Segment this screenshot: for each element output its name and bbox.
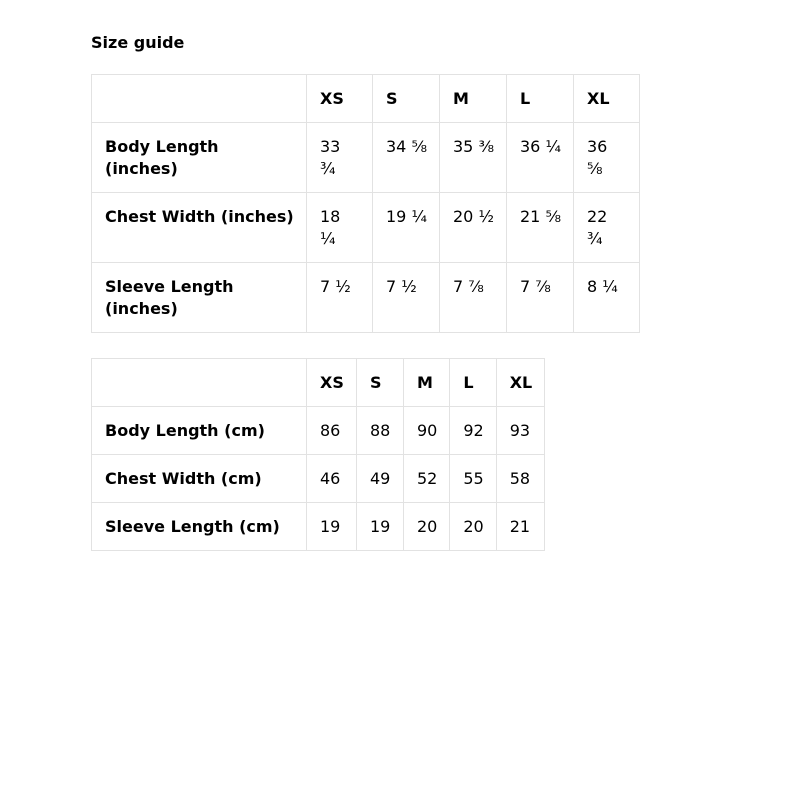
size-guide-page	[91, 33, 640, 551]
table-cell: 52	[404, 455, 450, 503]
table-cell: 93	[496, 407, 545, 455]
table-cell: 7 ⅞	[440, 263, 507, 333]
table-cell: 19	[357, 503, 404, 551]
table-row	[92, 123, 640, 193]
table-header-row	[92, 359, 545, 407]
table-cell: 88	[357, 407, 404, 455]
header-cell-m: M	[440, 75, 507, 123]
table-cell: 7 ⅞	[507, 263, 574, 333]
table-cell: 36 ¼	[507, 123, 574, 193]
table-cell: 33 ¾	[307, 123, 373, 193]
header-cell-empty	[92, 75, 307, 123]
row-label: Chest Width (cm)	[92, 455, 307, 503]
table-cell: 92	[450, 407, 496, 455]
table-cell: 22 ¾	[574, 193, 640, 263]
table-cell: 21 ⅝	[507, 193, 574, 263]
size-table-cm	[91, 358, 545, 551]
table-row	[92, 455, 545, 503]
row-label: Body Length (inches)	[92, 123, 307, 193]
header-cell-xl: XL	[574, 75, 640, 123]
table-cell: 19	[307, 503, 357, 551]
table-cell: 34 ⅝	[373, 123, 440, 193]
table-cell: 18 ¼	[307, 193, 373, 263]
table-cell: 46	[307, 455, 357, 503]
table-cell: 7 ½	[307, 263, 373, 333]
table-cell: 20 ½	[440, 193, 507, 263]
header-cell-l: L	[450, 359, 496, 407]
table-cell: 20	[450, 503, 496, 551]
table-row	[92, 263, 640, 333]
row-label: Sleeve Length (cm)	[92, 503, 307, 551]
table-cell: 19 ¼	[373, 193, 440, 263]
table-cell: 90	[404, 407, 450, 455]
table-cell: 36 ⅝	[574, 123, 640, 193]
table-row	[92, 407, 545, 455]
header-cell-xl: XL	[496, 359, 545, 407]
header-cell-m: M	[404, 359, 450, 407]
table-cell: 35 ⅜	[440, 123, 507, 193]
table-cell: 7 ½	[373, 263, 440, 333]
table-cell: 21	[496, 503, 545, 551]
table-cell: 55	[450, 455, 496, 503]
row-label: Body Length (cm)	[92, 407, 307, 455]
table-header-row	[92, 75, 640, 123]
header-cell-s: S	[373, 75, 440, 123]
table-cell: 86	[307, 407, 357, 455]
header-cell-xs: XS	[307, 75, 373, 123]
table-cell: 8 ¼	[574, 263, 640, 333]
row-label: Chest Width (inches)	[92, 193, 307, 263]
header-cell-s: S	[357, 359, 404, 407]
header-cell-xs: XS	[307, 359, 357, 407]
header-cell-empty	[92, 359, 307, 407]
table-cell: 49	[357, 455, 404, 503]
table-row	[92, 193, 640, 263]
header-cell-l: L	[507, 75, 574, 123]
table-cell: 20	[404, 503, 450, 551]
table-row	[92, 503, 545, 551]
table-cell: 58	[496, 455, 545, 503]
page-title: Size guide	[91, 33, 185, 52]
row-label: Sleeve Length (inches)	[92, 263, 307, 333]
size-table-inches	[91, 74, 640, 333]
